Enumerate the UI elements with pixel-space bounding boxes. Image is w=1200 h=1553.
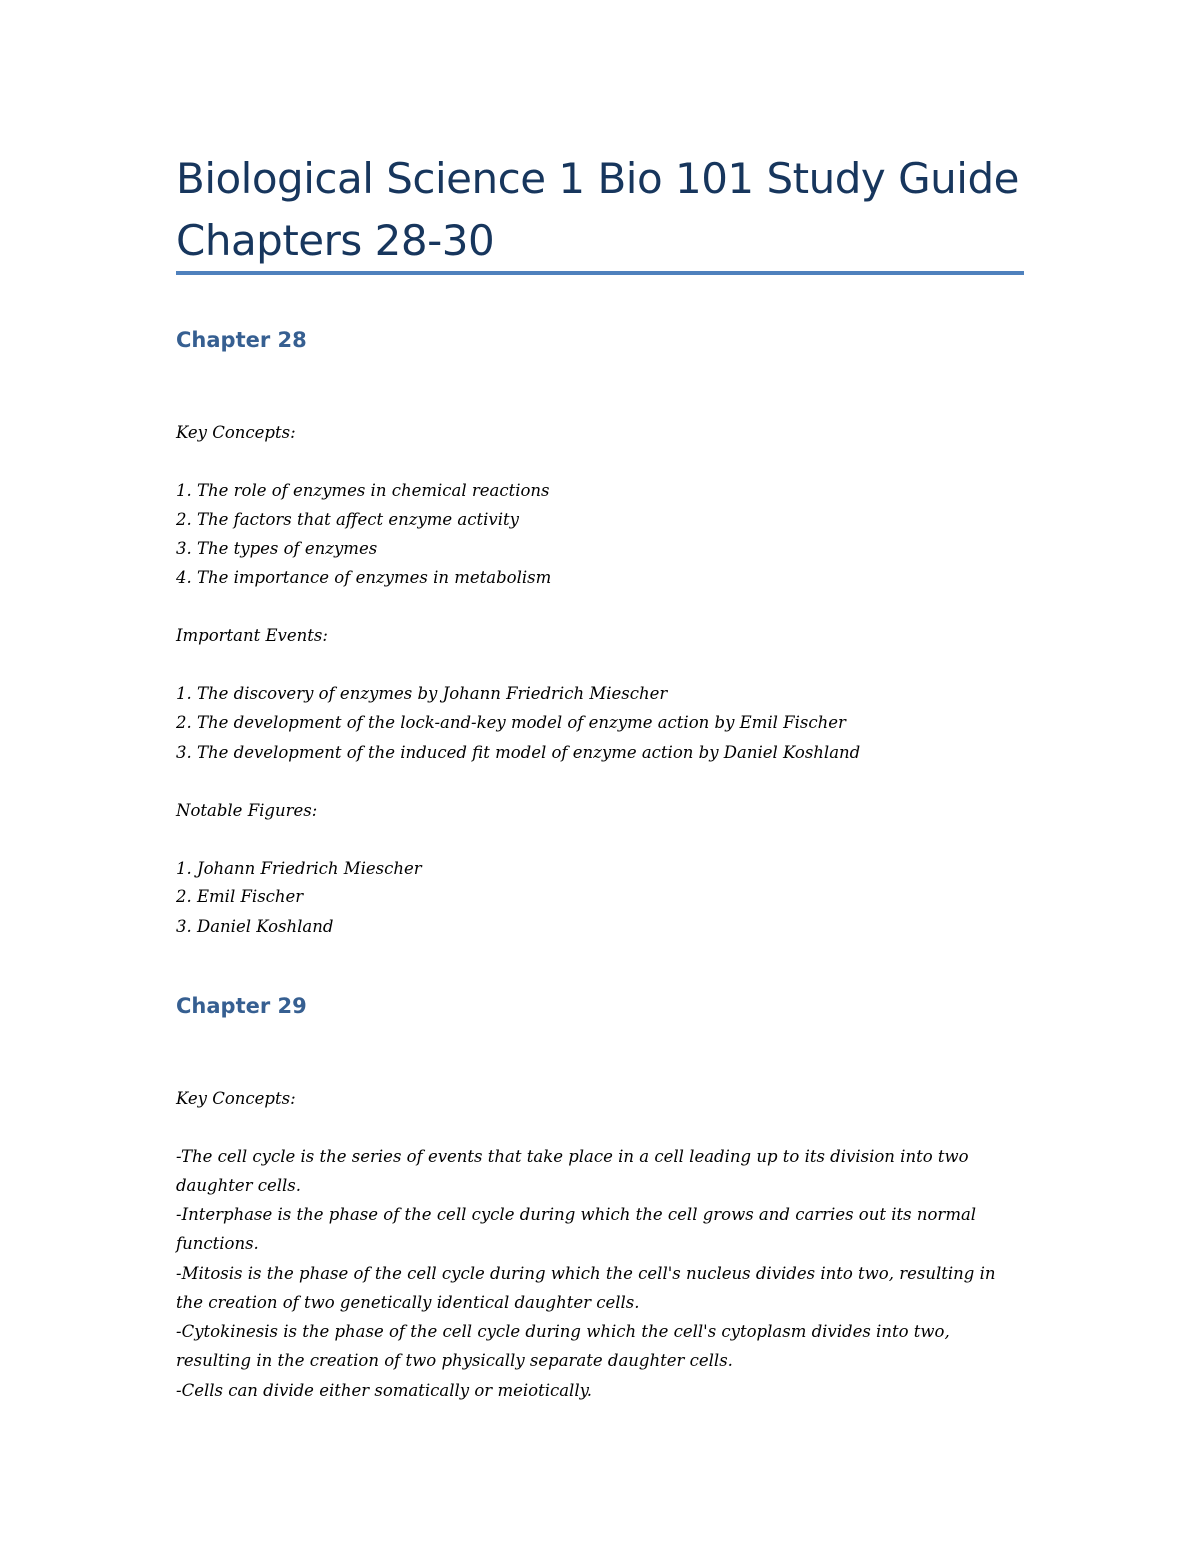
ch28-notable-figure-item: 3. Daniel Koshland [176,917,334,936]
ch28-important-events-label: Important Events: [176,626,328,645]
document-title: Biological Science 1 Bio 101 Study Guide Chapters 28-30 [176,154,1019,265]
ch29-key-concept-item: -Cells can divide either somatically or meiotically. [176,1381,592,1400]
ch28-important-event-item: 2. The development of the lock-and-key model of enzyme action by Emil Fischer [176,713,846,732]
ch28-important-event-item: 1. The discovery of enzymes by Johann Friedrich Miescher [176,684,668,703]
ch28-key-concept-item: 4. The importance of enzymes in metabolism [176,568,552,587]
ch28-key-concepts-label: Key Concepts: [176,423,296,442]
title-underline-rule [176,271,1024,275]
ch29-key-concept-item: -Mitosis is the phase of the cell cycle during which the cell's nucleus divides into two, resulting in the creation of two genetically identical daughter cells. [176,1264,996,1312]
ch28-key-concept-item: 3. The types of enzymes [176,539,378,558]
ch28-notable-figure-item: 2. Emil Fischer [176,887,304,906]
ch28-key-concept-item: 2. The factors that affect enzyme activity [176,510,519,529]
ch28-important-event-item: 3. The development of the induced fit model of enzyme action by Daniel Koshland [176,743,861,762]
ch28-key-concept-item: 1. The role of enzymes in chemical reactions [176,481,550,500]
ch29-key-concept-item: -The cell cycle is the series of events that take place in a cell leading up to its division into two daughter cells. [176,1147,969,1195]
ch28-notable-figures-label: Notable Figures: [176,801,318,820]
ch29-key-concepts-label: Key Concepts: [176,1089,296,1108]
ch28-notable-figure-item: 1. Johann Friedrich Miescher [176,859,422,878]
chapter-29-heading: Chapter 29 [176,994,307,1018]
chapter-28-heading: Chapter 28 [176,328,307,352]
ch29-key-concept-item: -Interphase is the phase of the cell cycle during which the cell grows and carries out its normal functions. [176,1205,977,1253]
ch29-key-concept-item: -Cytokinesis is the phase of the cell cycle during which the cell's cytoplasm divides into two, resulting in the creation of two physically separate daughter cells. [176,1322,950,1370]
